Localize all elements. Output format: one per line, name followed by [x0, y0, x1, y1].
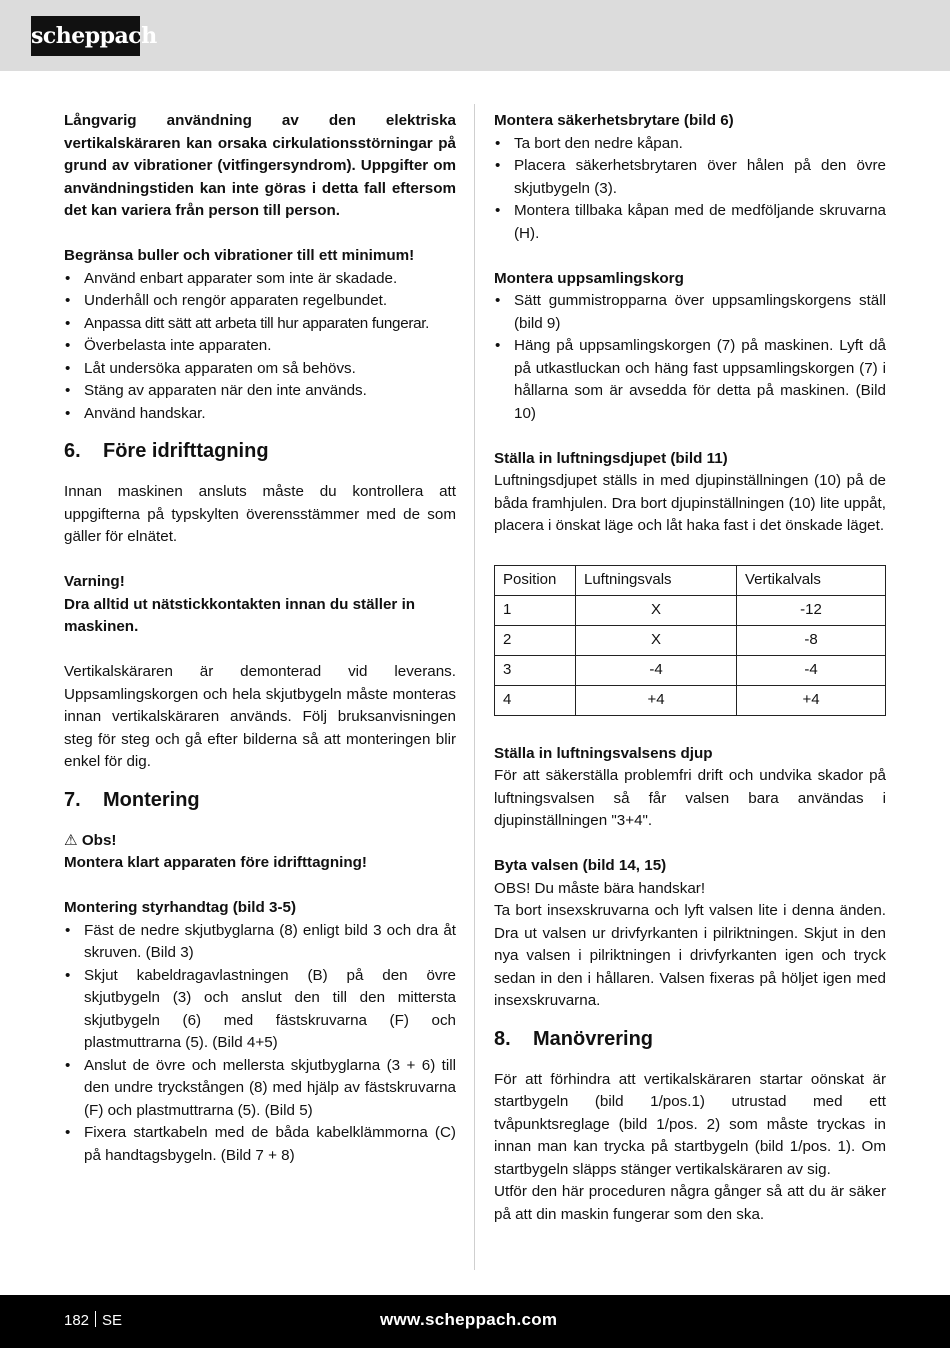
page-number: 182: [64, 1312, 90, 1329]
language-code: SE: [102, 1312, 123, 1329]
list-item: • Låt undersöka apparaten om så behövs.: [64, 358, 456, 381]
list-item: • Häng på uppsamlingskorgen (7) på maskinen. Lyft då på utkastluckan och häng fast uppsamlingskorgen (7) i hållarna som är avsedda för detta på maskinen. (Bild 10): [494, 335, 886, 425]
section-8-heading: 8. Manövrering: [494, 1027, 654, 1050]
table-cell: X: [576, 595, 737, 625]
depth-table: [494, 565, 886, 716]
footer-bar: [0, 1295, 950, 1348]
obs-title: ⚠ Obs!: [64, 831, 117, 849]
column-divider: [474, 104, 475, 1270]
table-cell: -4: [737, 655, 886, 685]
replace-obs: OBS! Du måste bära handskar!: [494, 879, 706, 897]
switch-heading: Montera säkerhetsbrytare (bild 6): [494, 112, 734, 129]
varning-text: Dra alltid ut nätstickkontakten innan du ställer in maskinen.: [64, 595, 416, 635]
depth-heading: Ställa in luftningsdjupet (bild 11): [494, 449, 728, 467]
scheppach-logo: scheppach: [31, 16, 140, 56]
list-item: • Sätt gummistropparna över uppsamlingskorgens ställ (bild 9): [494, 290, 886, 335]
list-item: • Överbelasta inte apparaten.: [64, 335, 456, 358]
table-cell: +4: [737, 685, 886, 715]
list-item: • Använd enbart apparater som inte är skadade.: [64, 268, 456, 291]
basket-heading: Montera uppsamlingskorg: [494, 269, 684, 287]
table-row: [495, 625, 886, 655]
table-cell: 3: [495, 655, 576, 685]
right-column: [494, 110, 886, 1226]
list-item: • Anpassa ditt sätt att arbeta till hur apparaten fungerar.: [64, 313, 456, 336]
table-header-cell: Luftningsvals: [576, 565, 737, 595]
roller-depth-text: För att säkerställa problemfri drift och undvika skador på luftningsvalsen så får valsen bara användas i djupinställningen "3+4".: [494, 767, 886, 829]
left-column: [64, 110, 456, 1167]
operation-text: För att förhindra att vertikalskäraren startar oönskat är startbygeln (bild 1/pos.1) utrustad med ett tvåpunktsreglage (bild 1/pos. 2) som måste tryckas in innan man kan trycka på startbygeln (bild 1/pos. 1). Om startbygeln släpps stänger vertikalskäraren av sig.: [494, 1070, 886, 1178]
header-bar: [0, 0, 950, 71]
list-item: • Stäng av apparaten när den inte används.: [64, 380, 456, 403]
obs-text: Montera klart apparaten före idrifttagning!: [64, 854, 367, 871]
list-item: • Anslut de övre och mellersta skjutbyglarna (3 + 6) till den undre tryckstången (8) med hjälp av fästskruvarna (F) och plastmuttrarna (5). (Bild 5): [64, 1055, 456, 1123]
list-item: • Placera säkerhetsbrytaren över hålen på den övre skjutbygeln (3).: [494, 155, 886, 200]
table-cell: 1: [495, 595, 576, 625]
roller-depth-heading: Ställa in luftningsvalsens djup: [494, 744, 713, 762]
basket-list: [494, 290, 886, 425]
table-row: [495, 655, 886, 685]
list-item: • Fäst de nedre skjutbyglarna (8) enligt bild 3 och dra åt skruven. (Bild 3): [64, 920, 456, 965]
table-cell: 4: [495, 685, 576, 715]
handle-heading: Montering styrhandtag (bild 3-5): [64, 899, 297, 916]
list-item: • Använd handskar.: [64, 403, 456, 426]
website-url: www.scheppach.com: [380, 1310, 558, 1329]
section-6-text: Innan maskinen ansluts måste du kontrollera att uppgifterna på typskylten överensstämmer med de som gäller för elnätet.: [64, 483, 456, 545]
table-cell: -8: [737, 625, 886, 655]
list-item: • Underhåll och rengör apparaten regelbundet.: [64, 290, 456, 313]
section-7-heading: 7. Montering: [64, 788, 200, 811]
table-cell: -4: [576, 655, 737, 685]
replace-text: Ta bort insexskruvarna och lyft valsen lite i denna änden. Dra ut valsen ur drivfyrkanten i pilriktningen. Skjut in den nya valsen i pilriktningen i drivfyrkanten igen och tryck sedan in den i hållaren. Valsen fixeras på höljet igen med insexskruvarna.: [494, 902, 886, 1009]
table-cell: +4: [576, 685, 737, 715]
page-indicator: [64, 1310, 122, 1332]
noise-list: [64, 268, 456, 426]
warning-triangle-icon: ⚠: [64, 831, 78, 849]
list-item: • Skjut kabeldragavlastningen (B) på den övre skjutbygeln (3) och anslut den till den mittersta skjutbygeln (6) med fästskruvarna (F) och plastmuttrarna (5). (Bild 4+5): [64, 965, 456, 1055]
switch-list: [494, 133, 886, 246]
table-header-row: [495, 565, 886, 595]
varning-title: Varning!: [64, 573, 125, 590]
list-item: • Ta bort den nedre kåpan.: [494, 133, 886, 156]
table-header-cell: Position: [495, 565, 576, 595]
depth-text: Luftningsdjupet ställs in med djupinställningen (10) på de båda framhjulen. Dra bort djupinställningen (10) lite uppåt, placera i önskat läge och låt haka fast i det önskade läget.: [494, 472, 886, 534]
table-row: [495, 685, 886, 715]
table-cell: X: [576, 625, 737, 655]
list-item: • Fixera startkabeln med de båda kabelklämmorna (C) på handtagsbygeln. (Bild 7 + 8): [64, 1122, 456, 1167]
delivery-text: Vertikalskäraren är demonterad vid leverans. Uppsamlingskorgen och hela skjutbygeln måste monteras innan vertikalskäraren används. Följ bruksanvisningen steg för steg och gå efter bilderna så att monteringen blir enkel för dig.: [64, 663, 456, 770]
operation-text-2: Utför den här proceduren några gånger så att du är säker på att din maskin fungerar som den ska.: [494, 1183, 886, 1223]
handle-list: [64, 920, 456, 1168]
table-header-cell: Vertikalvals: [737, 565, 886, 595]
vibration-warning: Långvarig användning av den elektriska vertikalskäraren kan orsaka cirkulationsstörningar på grund av vibrationer (vitfingersyndrom). Uppgifter om användningstiden kan inte göras i detta fall eftersom det kan variera från person till person.: [64, 112, 456, 219]
noise-heading: Begränsa buller och vibrationer till ett minimum!: [64, 247, 415, 264]
section-6-heading: 6. Före idrifttagning: [64, 440, 269, 462]
table-cell: -12: [737, 595, 886, 625]
replace-heading: Byta valsen (bild 14, 15): [494, 857, 667, 874]
list-item: • Montera tillbaka kåpan med de medföljande skruvarna (H).: [494, 200, 886, 245]
table-row: [495, 595, 886, 625]
table-cell: 2: [495, 625, 576, 655]
